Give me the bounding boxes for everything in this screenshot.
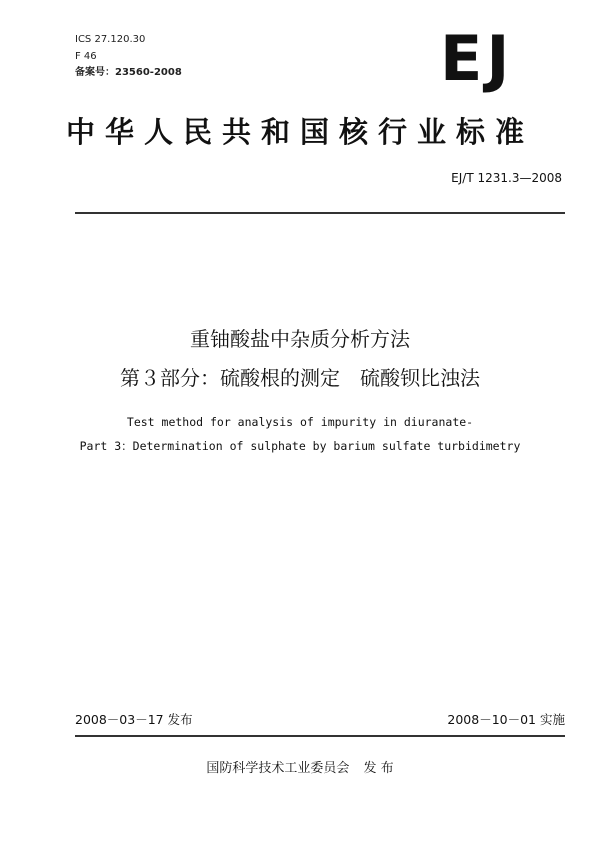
ej-logo bbox=[440, 22, 560, 105]
publish-action: 发 布 bbox=[363, 761, 394, 776]
standard-number: EJ/T 1231.3—2008 bbox=[451, 171, 562, 185]
publisher-line bbox=[0, 760, 600, 778]
chinese-title-line-1: 重铀酸盐中杂质分析方法 bbox=[190, 327, 410, 351]
publisher-name: 国防科学技术工业委员会 bbox=[206, 761, 350, 776]
implementation-date: 2008－10－01 实施 bbox=[447, 712, 565, 727]
bottom-divider bbox=[75, 735, 565, 737]
issue-date: 2008－03－17 发布 bbox=[75, 712, 193, 727]
top-divider bbox=[75, 212, 565, 214]
ics-code: ICS 27.120.30 bbox=[75, 34, 146, 45]
standard-category-title: 中华人民共和国核行业标准 bbox=[65, 115, 534, 149]
record-number: 备案号：23560-2008 bbox=[75, 67, 182, 78]
chinese-title-line-2: 第３部分：硫酸根的测定 硫酸钡比浊法 bbox=[120, 366, 480, 390]
f-code: F 46 bbox=[75, 51, 97, 62]
english-title-line-2: Part 3：Determination of sulphate by barium sulfate turbidimetry bbox=[79, 439, 521, 453]
ej-logo-text: EJ bbox=[440, 22, 514, 95]
english-title-line-1: Test method for analysis of impurity in diuranate- bbox=[126, 415, 474, 429]
